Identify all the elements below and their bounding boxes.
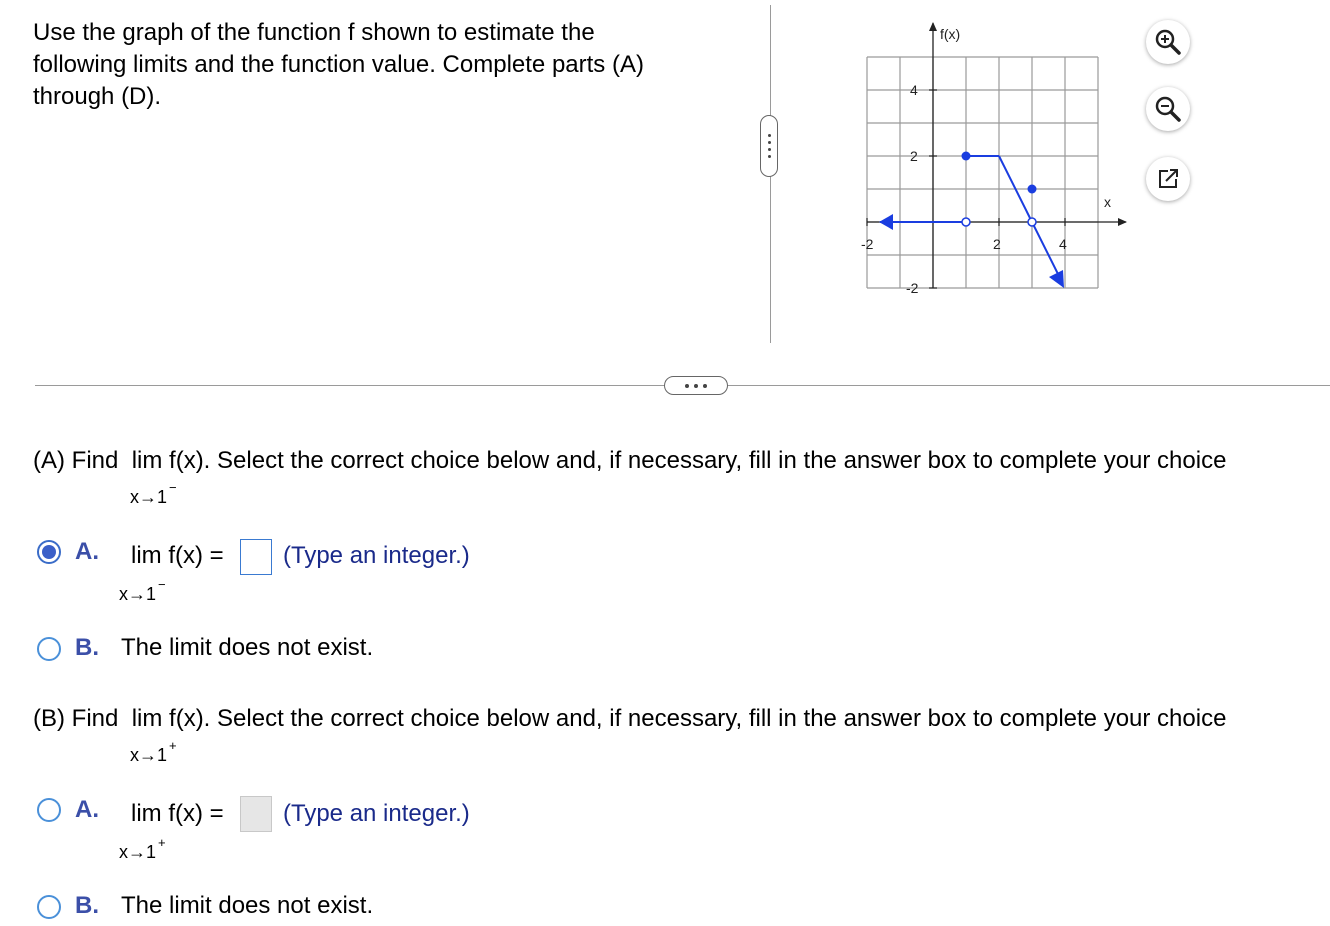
function-graph (850, 15, 1140, 305)
popout-button[interactable] (1146, 157, 1190, 201)
horizontal-resize-handle[interactable] (664, 376, 728, 395)
graph-grid (867, 57, 1098, 288)
part-b-option-a-expr: lim f(x) = (131, 800, 224, 827)
part-a-option-a-expr: lim f(x) = (131, 542, 224, 569)
part-b-option-b-radio[interactable] (37, 895, 61, 919)
part-a-limit-subscript: x→1 − (130, 480, 177, 507)
tick-label-y-4: 4 (910, 82, 918, 98)
tick-label-x-4: 4 (1059, 236, 1067, 252)
x-axis-label: x (1104, 194, 1111, 210)
vertical-resize-handle[interactable] (760, 115, 778, 177)
part-a-option-b-radio[interactable] (37, 637, 61, 661)
part-a-option-a-subscript: x→1 − (119, 577, 166, 604)
intro-line-1: Use the graph of the function f shown to estimate the (33, 19, 595, 46)
open-point-1-0 (962, 218, 970, 226)
part-a-option-b-letter: B. (75, 634, 99, 661)
closed-point-3-1 (1028, 185, 1037, 194)
part-a-question: (A) Find lim f(x). Select the correct choice below and, if necessary, fill in the answer box to complete your choice (33, 447, 1227, 474)
part-b-option-b-letter: B. (75, 892, 99, 919)
closed-point-1-2 (962, 152, 971, 161)
part-a-option-b-text: The limit does not exist. (121, 634, 374, 661)
part-b-option-a-hint: (Type an integer.) (283, 800, 470, 827)
part-a-option-a-hint: (Type an integer.) (283, 542, 470, 569)
part-b-question: (B) Find lim f(x). Select the correct choice below and, if necessary, fill in the answer box to complete your choice (33, 705, 1227, 732)
tick-label-y-neg2: -2 (906, 280, 919, 296)
part-b-lim: lim (131, 705, 163, 732)
intro-line-2: following limits and the function value. Complete parts (A) (33, 51, 644, 78)
popout-icon (1155, 166, 1181, 192)
tick-label-x-neg2: -2 (861, 236, 874, 252)
part-b-limit-subscript: x→1 + (130, 738, 177, 765)
part-b-option-a-radio[interactable] (37, 798, 61, 822)
intro-line-3: through (D). (33, 83, 162, 110)
part-a-lim: lim (131, 447, 163, 474)
part-b-answer-input[interactable] (240, 796, 272, 832)
part-b-option-a-subscript: x→1 + (119, 835, 166, 862)
tick-label-y-2: 2 (910, 148, 918, 164)
y-axis-label: f(x) (940, 26, 961, 42)
zoom-out-button[interactable] (1146, 87, 1190, 131)
zoom-out-icon (1154, 95, 1182, 123)
open-point-3-0 (1028, 218, 1036, 226)
part-a-option-a-letter: A. (75, 538, 99, 565)
part-a-option-a-radio[interactable] (37, 540, 61, 564)
problem-intro (33, 17, 733, 113)
tick-label-x-2: 2 (993, 236, 1001, 252)
zoom-in-icon (1154, 28, 1182, 56)
zoom-in-button[interactable] (1146, 20, 1190, 64)
part-a-answer-input[interactable] (240, 539, 272, 575)
part-b-option-a-letter: A. (75, 796, 99, 823)
part-b-option-b-text: The limit does not exist. (121, 892, 374, 919)
